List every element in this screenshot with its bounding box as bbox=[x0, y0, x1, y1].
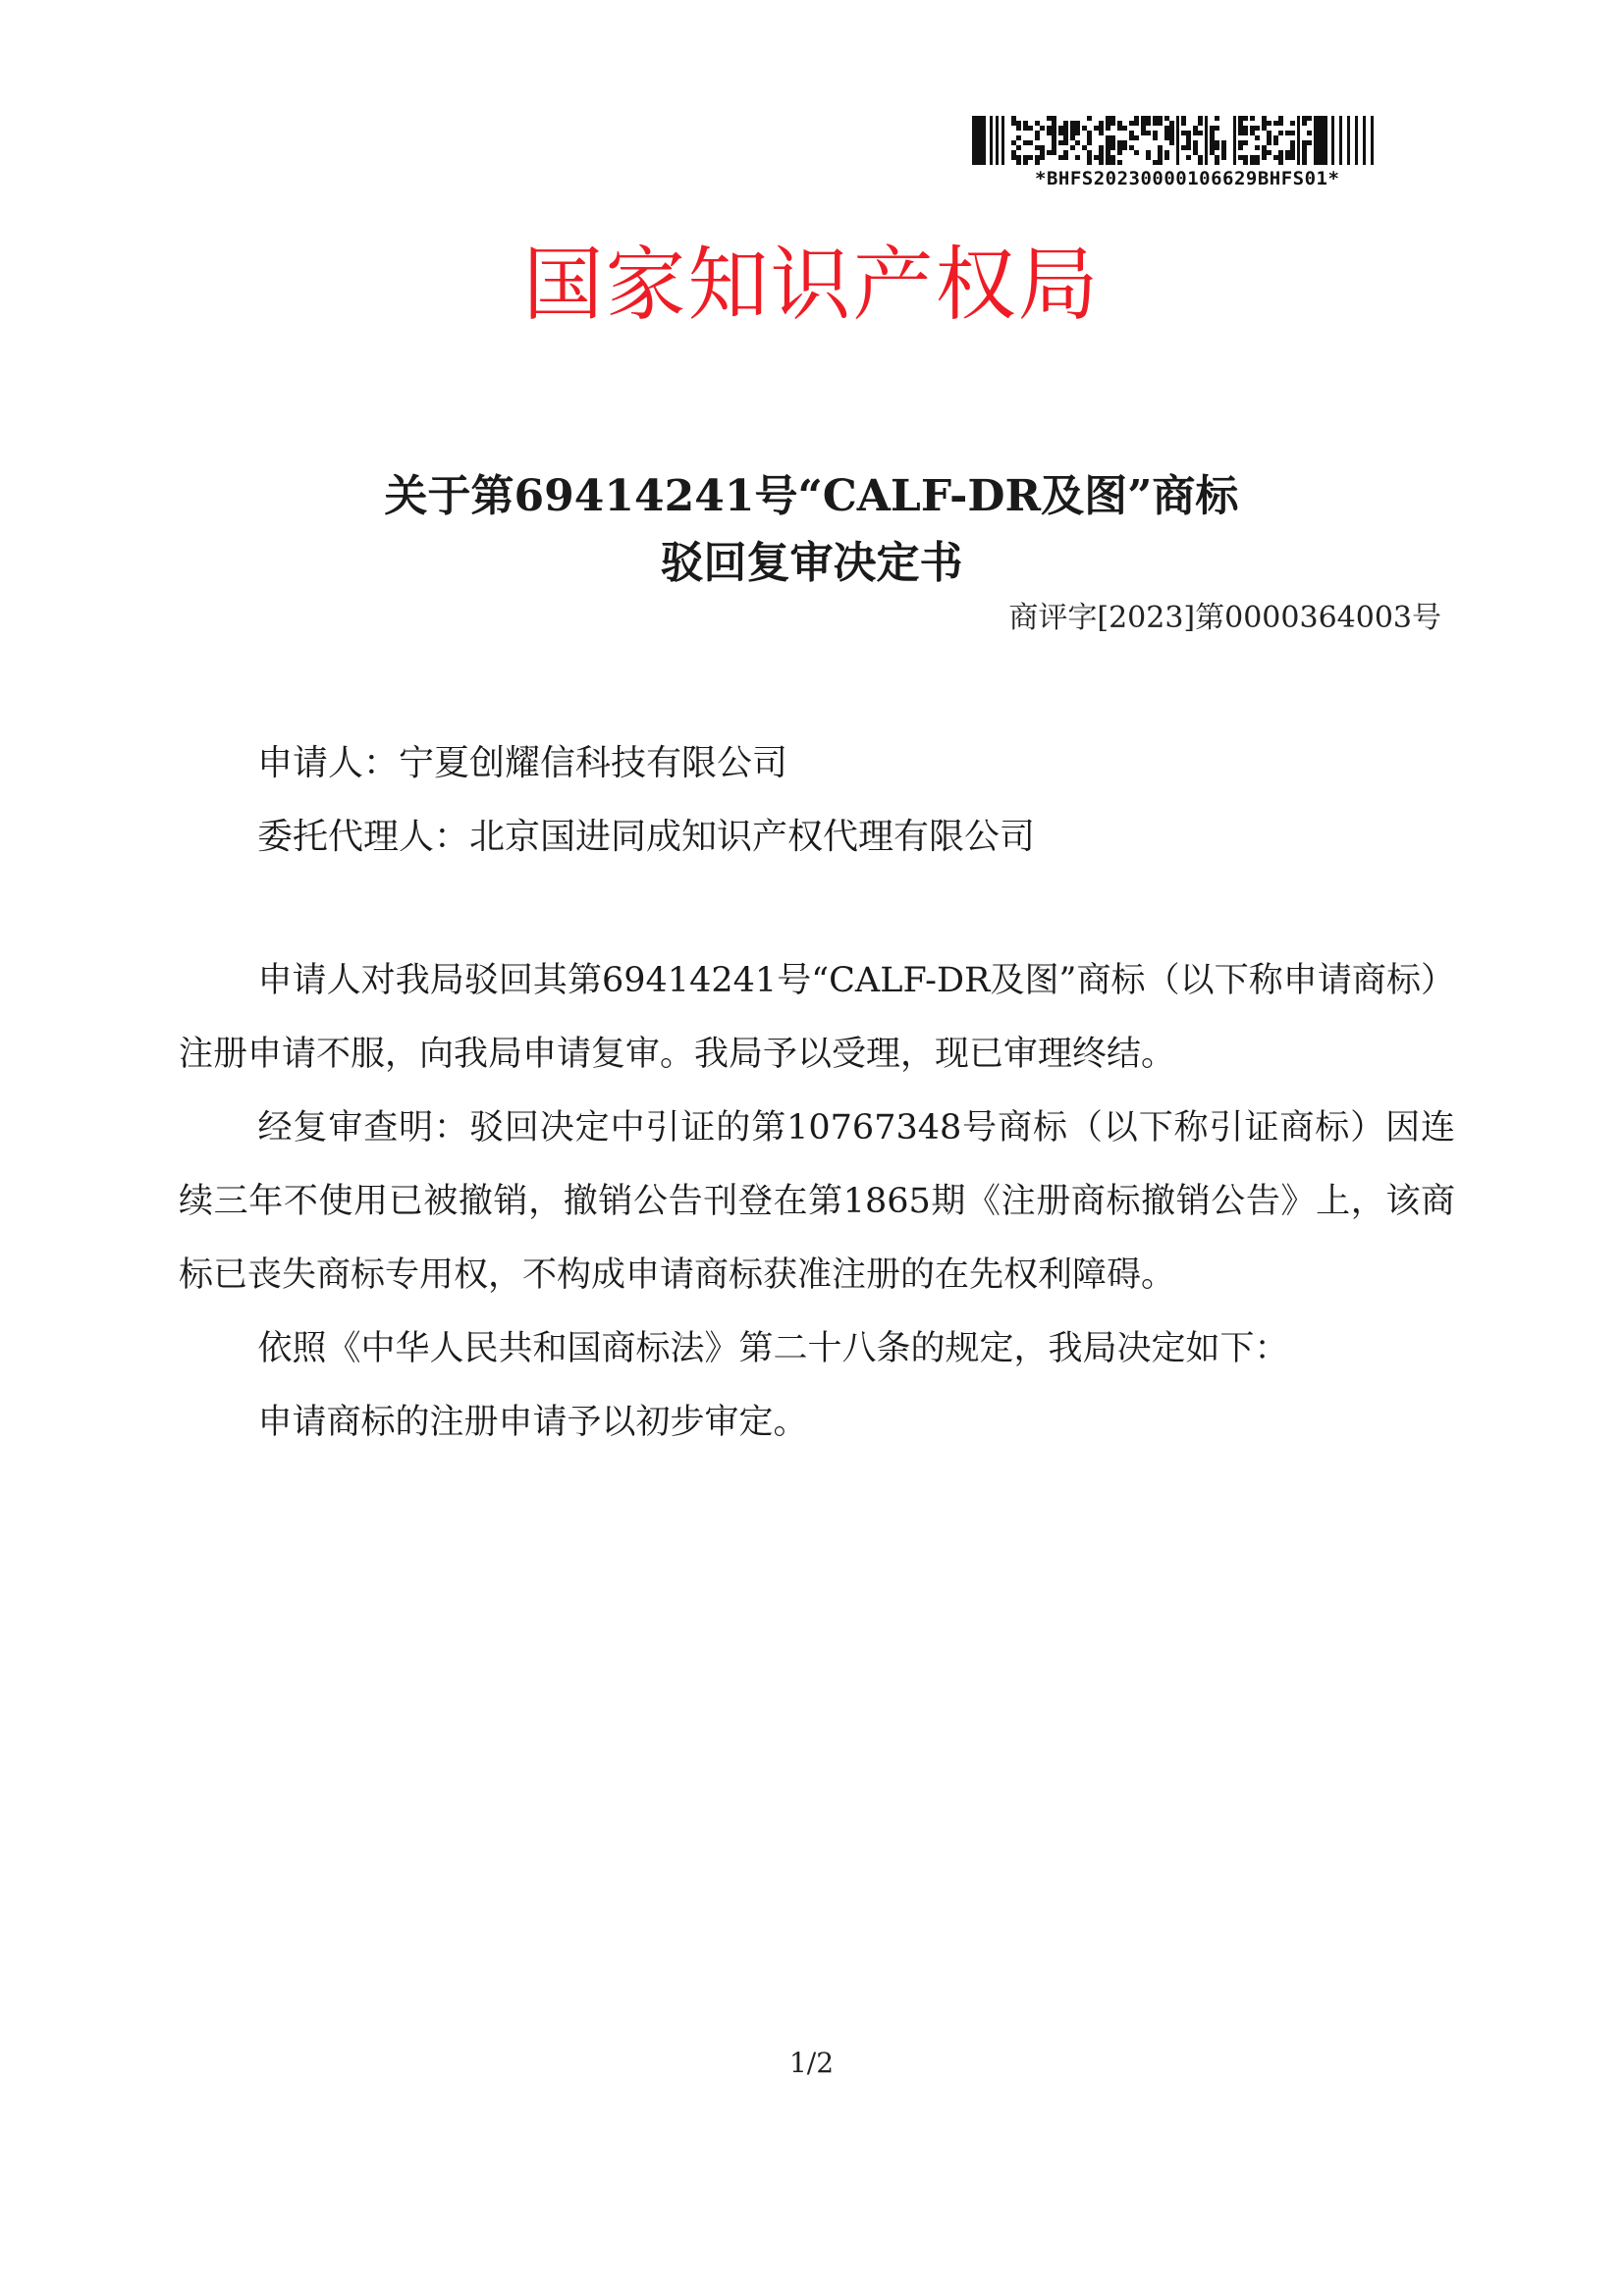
barcode-graphic bbox=[972, 116, 1384, 165]
parties-block bbox=[257, 726, 1035, 874]
page-number: 1/2 bbox=[788, 2047, 835, 2079]
agent-line: 委托代理人：北京国进同成知识产权代理有限公司 bbox=[257, 817, 1036, 857]
body-paragraph: 依照《中华人民共和国商标法》第二十八条的规定，我局决定如下： bbox=[257, 1329, 1289, 1368]
document-title-line-2: 驳回复审决定书 bbox=[660, 538, 963, 588]
document-title bbox=[0, 463, 1623, 597]
body-paragraph: 经复审查明：驳回决定中引证的第10767348号商标（以下称引证商标）因连续三年不使用已被撤销，撤销公告刊登在第1865期《注册商标撤销公告》上，该商标已丧失商标专用权，不构成申请商标获准注册的在先权利障碍。 bbox=[179, 1108, 1455, 1295]
document-title-line-1: 关于第69414241号“CALF-DR及图”商标 bbox=[384, 471, 1239, 521]
organization-title: 国家知识产权局 bbox=[522, 239, 1101, 332]
body-paragraph: 申请人对我局驳回其第69414241号“CALF-DR及图”商标（以下称申请商标）注册申请不服，向我局申请复审。我局予以受理，现已审理终结。 bbox=[179, 961, 1455, 1074]
decision-body bbox=[179, 944, 1455, 1460]
applicant-line: 申请人：宁夏创耀信科技有限公司 bbox=[257, 743, 788, 783]
document-number: 商评字[2023]第0000364003号 bbox=[1008, 601, 1441, 635]
barcode-block bbox=[972, 116, 1394, 189]
barcode-text: *BHFS20230000106629BHFS01* bbox=[1035, 168, 1340, 189]
body-paragraph: 申请商标的注册申请予以初步审定。 bbox=[257, 1403, 808, 1442]
